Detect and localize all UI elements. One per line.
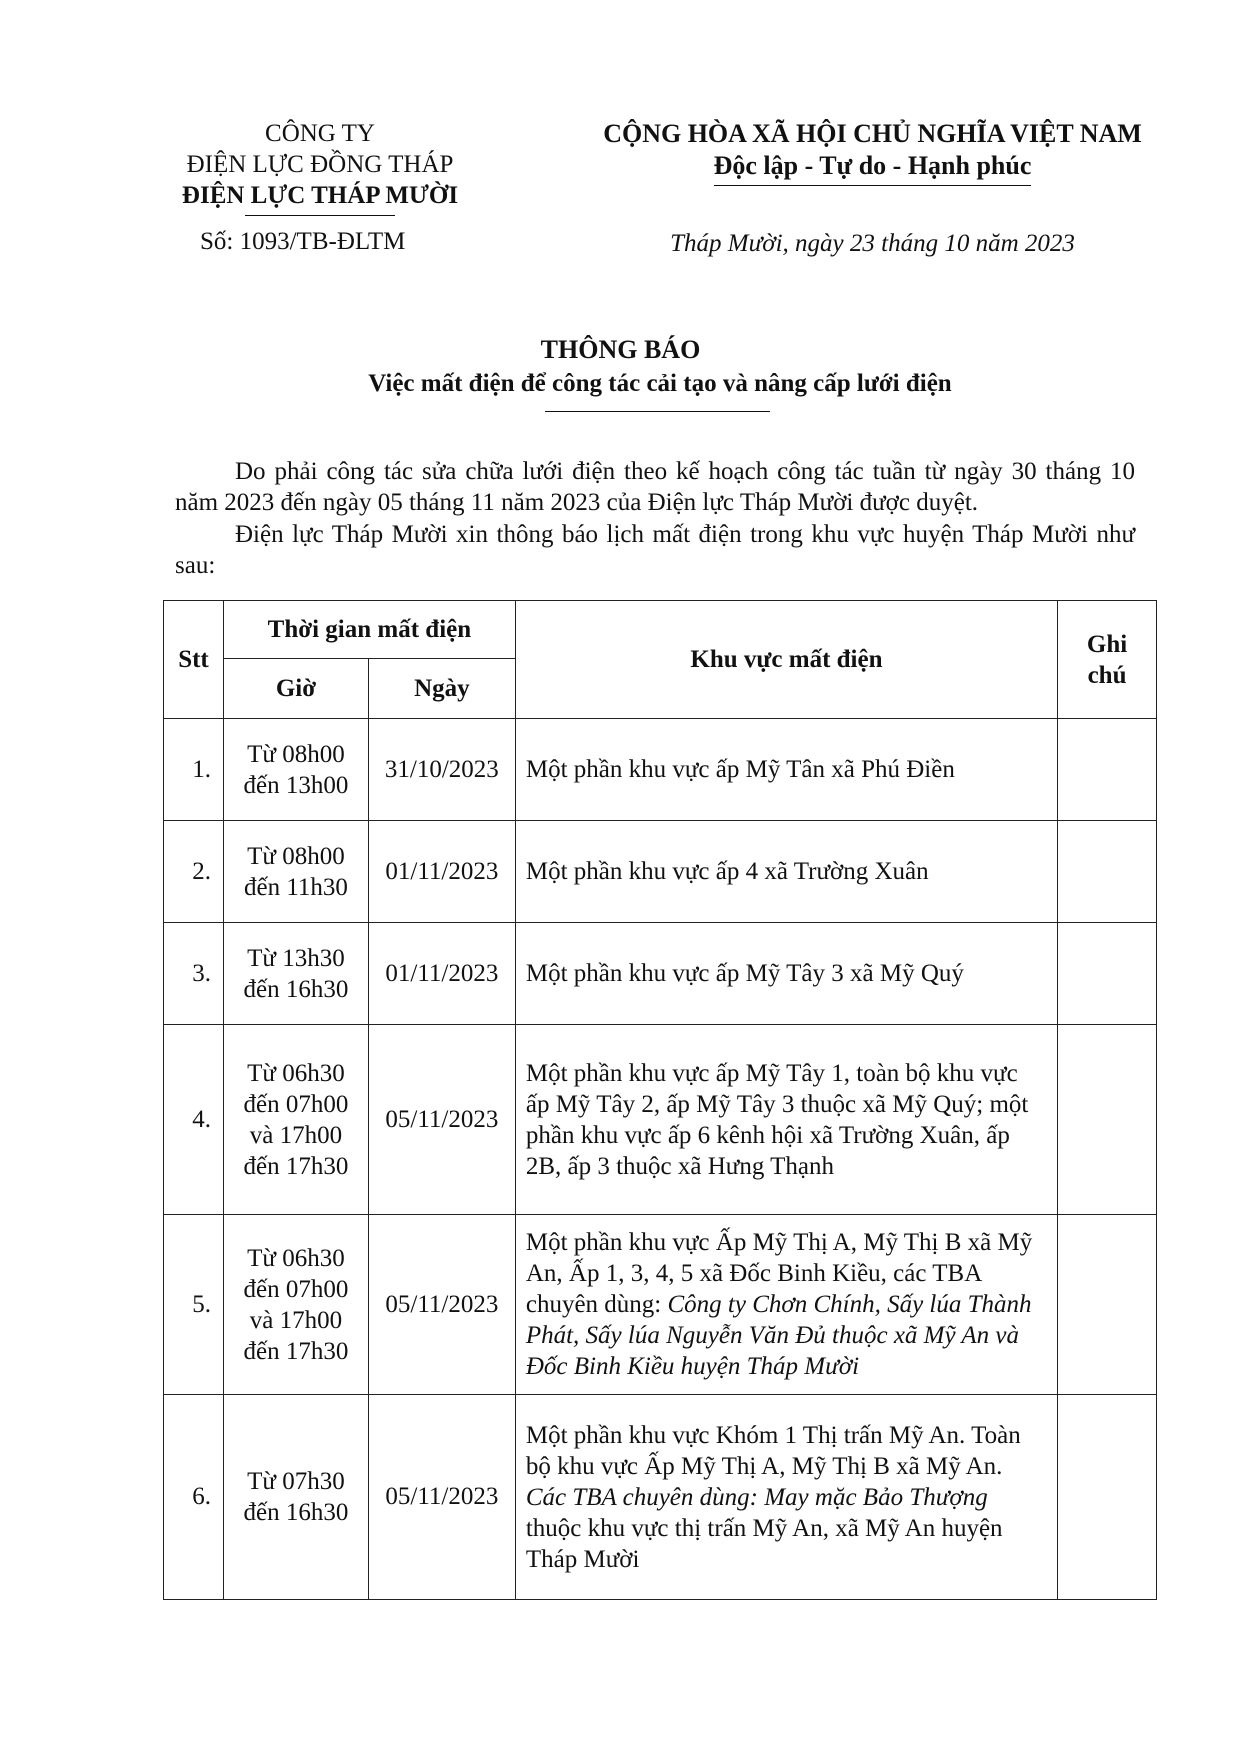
- announcement-text: Điện lực Tháp Mười xin thông báo lịch mất điện trong khu vực huyện Tháp Mười như sau:: [175, 521, 1135, 579]
- header-stt: Stt: [164, 601, 224, 719]
- document-title: THÔNG BÁO: [540, 335, 701, 364]
- national-motto: Độc lập - Tự do - Hạnh phúc: [714, 150, 1032, 186]
- row-date: 01/11/2023: [368, 923, 515, 1025]
- document-number: Số: 1093/TB-ĐLTM: [200, 228, 406, 255]
- area-text: Một phần khu vực ấp 4 xã Trường Xuân: [525, 858, 929, 885]
- row-area: [515, 923, 1057, 1025]
- title-divider: [545, 411, 770, 412]
- area-tail-text: thuộc khu vực thị trấn Mỹ An, xã Mỹ An huyện Tháp Mười: [525, 1514, 1003, 1573]
- row-stt: 4.: [164, 1025, 224, 1215]
- header-hour: Giờ: [223, 659, 368, 719]
- country-name: CỘNG HÒA XÃ HỘI CHỦ NGHĨA VIỆT NAM: [603, 119, 1142, 148]
- row-time: Từ 08h00 đến 13h00: [223, 719, 368, 821]
- row-area: [515, 821, 1057, 923]
- row-note: [1058, 1025, 1157, 1215]
- table-row: [164, 1395, 1157, 1600]
- row-time: Từ 13h30 đến 16h30: [223, 923, 368, 1025]
- row-area: [515, 1025, 1057, 1215]
- issuing-unit-line: ĐIỆN LỰC THÁP MƯỜI: [181, 182, 459, 209]
- row-stt: 3.: [164, 923, 224, 1025]
- header-time-group: Thời gian mất điện: [223, 601, 515, 659]
- row-date: 31/10/2023: [368, 719, 515, 821]
- row-note: [1058, 719, 1157, 821]
- company-line: CÔNG TY: [265, 120, 375, 147]
- row-area: [515, 719, 1057, 821]
- header-area: Khu vực mất điện: [515, 601, 1057, 719]
- table-row: [164, 1025, 1157, 1215]
- row-area: [515, 1215, 1057, 1395]
- row-date: 05/11/2023: [368, 1025, 515, 1215]
- row-date: 05/11/2023: [368, 1215, 515, 1395]
- area-text: Một phần khu vực ấp Mỹ Tây 3 xã Mỹ Quý: [525, 960, 964, 987]
- header-note: Ghi chú: [1058, 601, 1157, 719]
- outage-schedule-table: [163, 600, 1157, 1600]
- row-note: [1058, 1395, 1157, 1600]
- national-header: [565, 118, 1180, 186]
- row-date: 01/11/2023: [368, 821, 515, 923]
- area-text: Một phần khu vực Ấp Mỹ Thị A, Mỹ Thị B xã Mỹ An, Ấp 1, 3, 4, 5 xã Đốc Binh Kiều, các TBA chuyên dùng:: [525, 1229, 1033, 1318]
- row-time: Từ 06h30 đến 07h00 và 17h00 đến 17h30: [223, 1025, 368, 1215]
- table-row: [164, 1215, 1157, 1395]
- table-row: [164, 821, 1157, 923]
- table-row: [164, 923, 1157, 1025]
- row-stt: 5.: [164, 1215, 224, 1395]
- row-stt: 1.: [164, 719, 224, 821]
- row-note: [1058, 923, 1157, 1025]
- row-stt: 6.: [164, 1395, 224, 1600]
- announcement-paragraph: [175, 519, 1135, 581]
- document-subtitle: Việc mất điện để công tác cải tạo và nâng cấp lưới điện: [368, 370, 952, 397]
- row-time: Từ 07h30 đến 16h30: [223, 1395, 368, 1600]
- organization-header: [140, 118, 500, 216]
- row-area: [515, 1395, 1057, 1600]
- row-date: 05/11/2023: [368, 1395, 515, 1600]
- row-stt: 2.: [164, 821, 224, 923]
- intro-paragraph: [175, 456, 1135, 518]
- header-divider: [245, 215, 395, 216]
- intro-text: Do phải công tác sửa chữa lưới điện theo kế hoạch công tác tuần từ ngày 30 tháng 10 năm 2023 đến ngày 05 tháng 11 năm 2023 của Điện lực Tháp Mười được duyệt.: [175, 458, 1135, 516]
- row-note: [1058, 1215, 1157, 1395]
- row-time: Từ 08h00 đến 11h30: [223, 821, 368, 923]
- area-text: Một phần khu vực Khóm 1 Thị trấn Mỹ An. Toàn bộ khu vực Ấp Mỹ Thị A, Mỹ Thị B xã Mỹ An.: [525, 1421, 1021, 1480]
- place-and-date: Tháp Mười, ngày 23 tháng 10 năm 2023: [670, 230, 1075, 257]
- table-row: [164, 719, 1157, 821]
- area-italic-text: Công ty Chơn Chính, Sấy lúa Thành Phát, Sấy lúa Nguyễn Văn Đủ thuộc xã Mỹ An và Đốc Binh Kiều huyện Tháp Mười: [525, 1291, 1032, 1380]
- parent-unit-line: ĐIỆN LỰC ĐỒNG THÁP: [186, 151, 454, 178]
- header-date: Ngày: [368, 659, 515, 719]
- row-time: Từ 06h30 đến 07h00 và 17h00 đến 17h30: [223, 1215, 368, 1395]
- area-text: Một phần khu vực ấp Mỹ Tây 1, toàn bộ khu vực ấp Mỹ Tây 2, ấp Mỹ Tây 3 thuộc xã Mỹ Quý; một phần khu vực ấp 6 kênh hội xã Trường Xuân, ấp 2B, ấp 3 thuộc xã Hưng Thạnh: [525, 1059, 1029, 1180]
- row-note: [1058, 821, 1157, 923]
- area-text: Một phần khu vực ấp Mỹ Tân xã Phú Điền: [525, 756, 955, 783]
- area-italic-text: Các TBA chuyên dùng: May mặc Bảo Thượng: [525, 1483, 988, 1511]
